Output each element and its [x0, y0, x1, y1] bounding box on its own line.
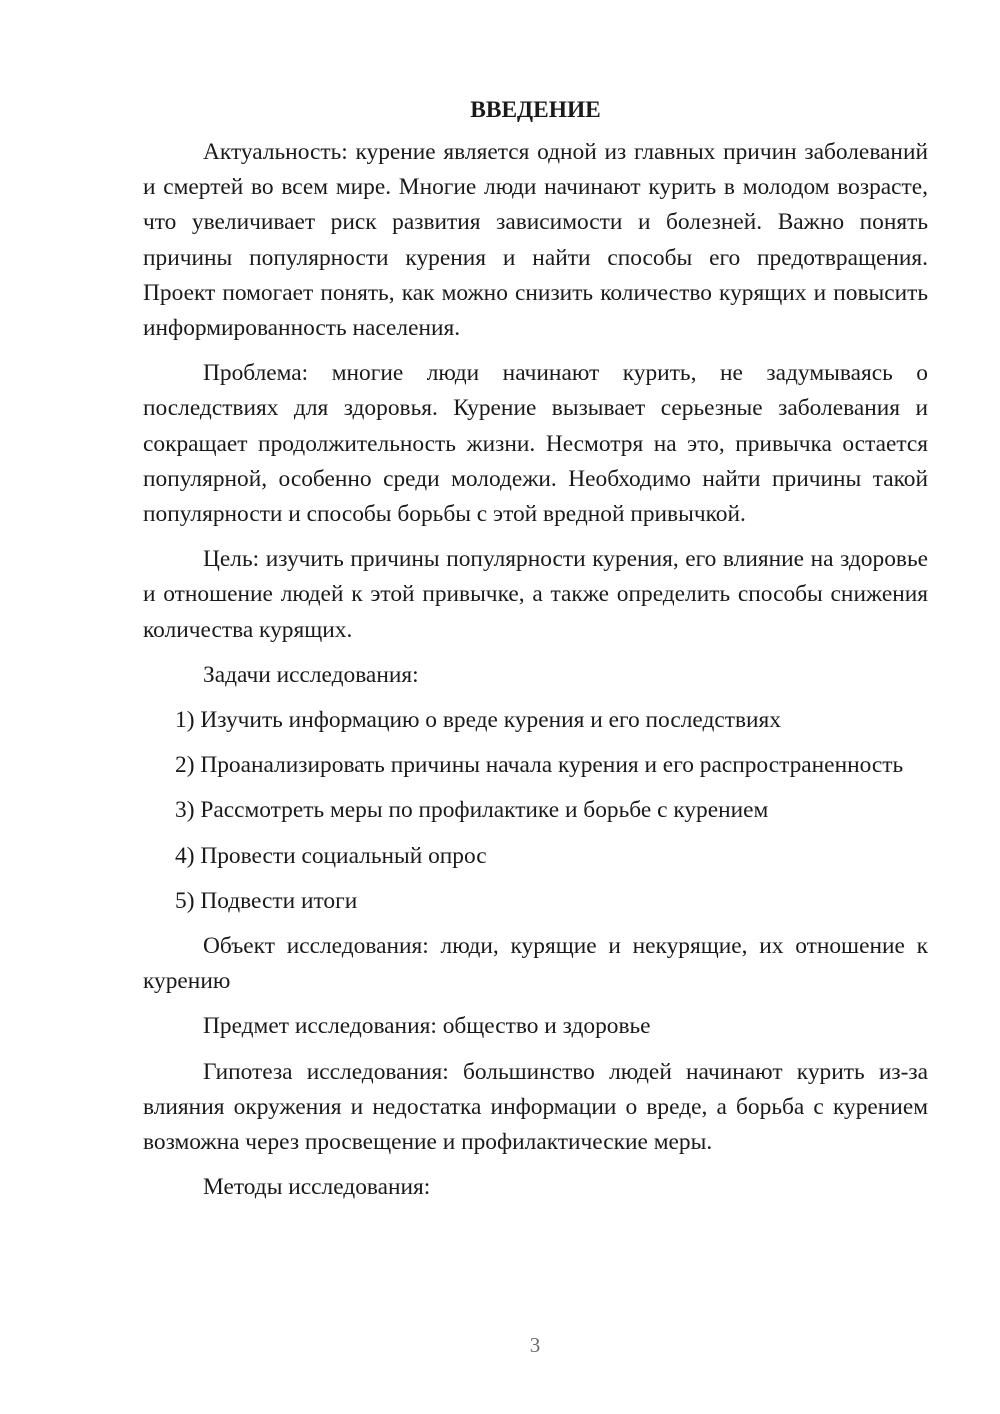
task-item: 2) Проанализировать причины начала курения и его распространенность — [175, 752, 904, 779]
task-item: 4) Провести социальный опрос — [175, 842, 487, 869]
hypothesis-paragraph: Гипотеза исследования: большинство людей начинают курить из-за влияния окружения и недостатка информации о вреде, а борьба с курением возможна через просвещение и профилактические меры. — [143, 1058, 928, 1156]
goal-paragraph: Цель: изучить причины популярности курения, его влияние на здоровье и отношение людей к этой привычке, а также определить способы снижения количества курящих. — [143, 546, 928, 643]
section-title: ВВЕДЕНИЕ — [470, 97, 601, 123]
relevance-paragraph: Актуальность: курение является одной из главных причин заболеваний и смертей во всем мире. Многие люди начинают курить в молодом возрасте, что увеличивает риск развития зависимости и болезней. Важно понять причины популярности курения и найти способы его предотвращения. Проект помогает понять, как можно снизить количество курящих и повысить информированность населения. — [143, 139, 928, 342]
task-item: 3) Рассмотреть меры по профилактике и борьбе с курением — [175, 797, 769, 824]
page-number: 3 — [529, 1333, 541, 1357]
methods-heading: Методы исследования: — [203, 1174, 431, 1201]
problem-paragraph: Проблема: многие люди начинают курить, не задумываясь о последствиях для здоровья. Курение вызывает серьезные заболевания и сокращает продолжительность жизни. Несмотря на это, привычка остается популярной, особенно среди молодежи. Необходимо найти причины такой популярности и способы борьбы с этой вредной привычкой. — [143, 360, 928, 528]
object-paragraph: Объект исследования: люди, курящие и некурящие, их отношение к курению — [143, 933, 928, 995]
task-item: 1) Изучить информацию о вреде курения и его последствиях — [175, 707, 781, 734]
tasks-heading: Задачи исследования: — [203, 661, 419, 688]
subject-paragraph: Предмет исследования: общество и здоровье — [203, 1013, 651, 1040]
task-item: 5) Подвести итоги — [175, 887, 358, 914]
document-page — [143, 92, 928, 1215]
